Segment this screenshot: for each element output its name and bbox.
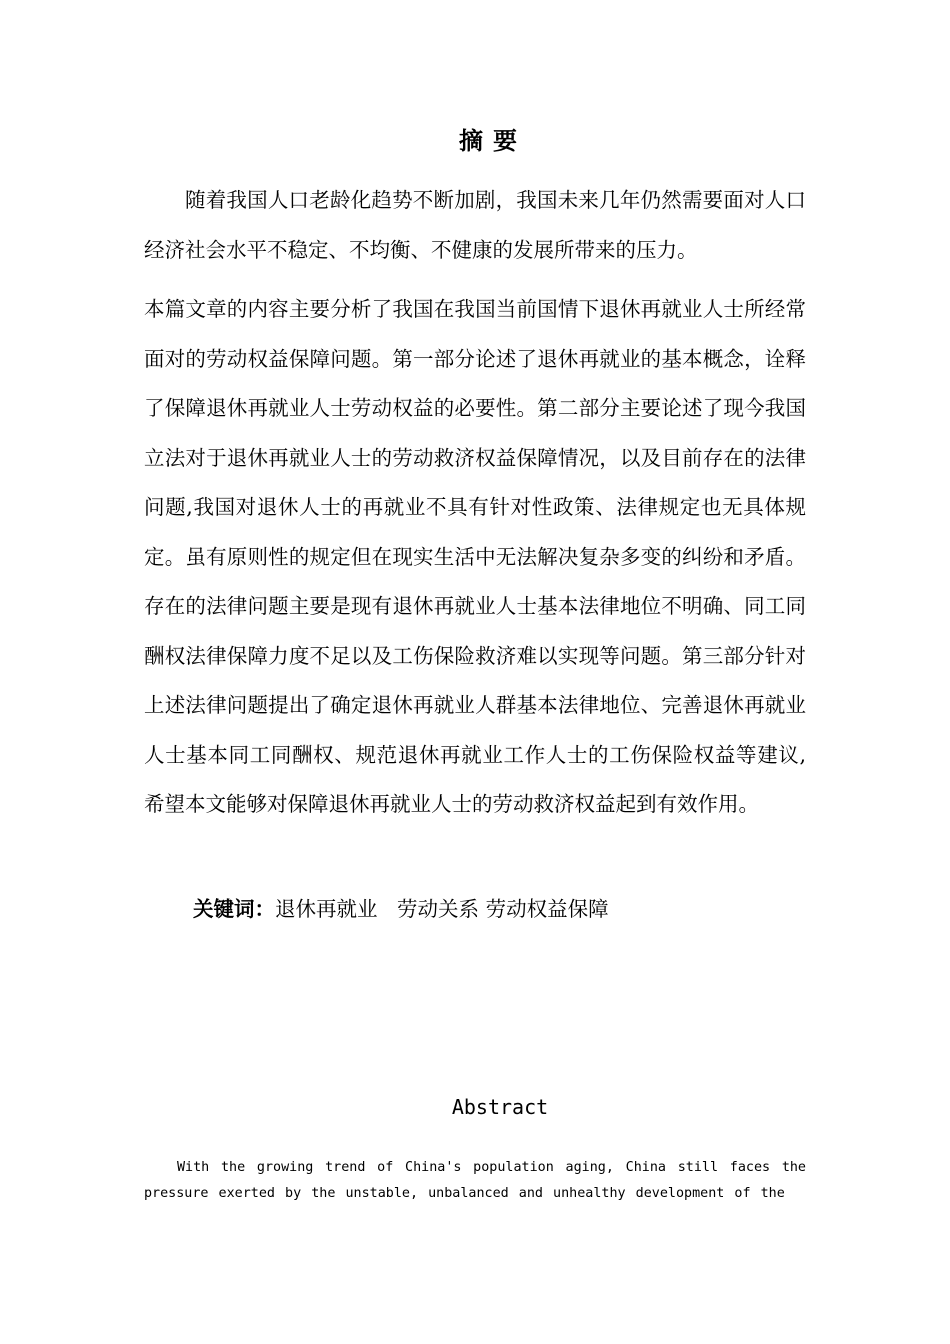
keywords-text: 退休再就业 劳动关系 劳动权益保障 xyxy=(275,897,609,921)
abstract-title-en: Abstract xyxy=(451,1095,549,1119)
abstract-cn-paragraph-2: 本篇文章的内容主要分析了我国在我国当前国情下退休再就业人士所经常面对的劳动权益保障问题。第一部分论述了退休再就业的基本概念，诠释了保障退休再就业人士劳动权益的必要性。第二部分主要论述了现今我国立法对于退休再就业人士的劳动救济权益保障情况，以及目前存在的法律问题,我国对退休人士的再就业不具有针对性政策、法律规定也无具体规定。虽有原则性的规定但在现实生活中无法解决复杂多变的纠纷和矛盾。存在的法律问题主要是现有退休再就业人士基本法律地位不明确、同工同酬权法律保障力度不足以及工伤保险救济难以实现等问题。第三部分针对上述法律问题提出了确定退休再就业人群基本法律地位、完善退休再就业人士基本同工同酬权、规范退休再就业工作人士的工伤保险权益等建议,希望本文能够对保障退休再就业人士的劳动救济权益起到有效作用。 xyxy=(144,297,806,816)
abstract-cn-paragraph-1: 随着我国人口老龄化趋势不断加剧，我国未来几年仍然需要面对人口经济社会水平不稳定、不均衡、不健康的发展所带来的压力。 xyxy=(144,188,806,262)
abstract-title-cn: 摘要 xyxy=(459,126,527,155)
keywords-line xyxy=(193,886,609,932)
abstract-en-paragraph-1: With the growing trend of China's population aging, China still faces the pressure exerted by the unstable, unbalanced and unhealthy development of the xyxy=(144,1160,806,1201)
keywords-label: 关键词： xyxy=(193,897,275,921)
